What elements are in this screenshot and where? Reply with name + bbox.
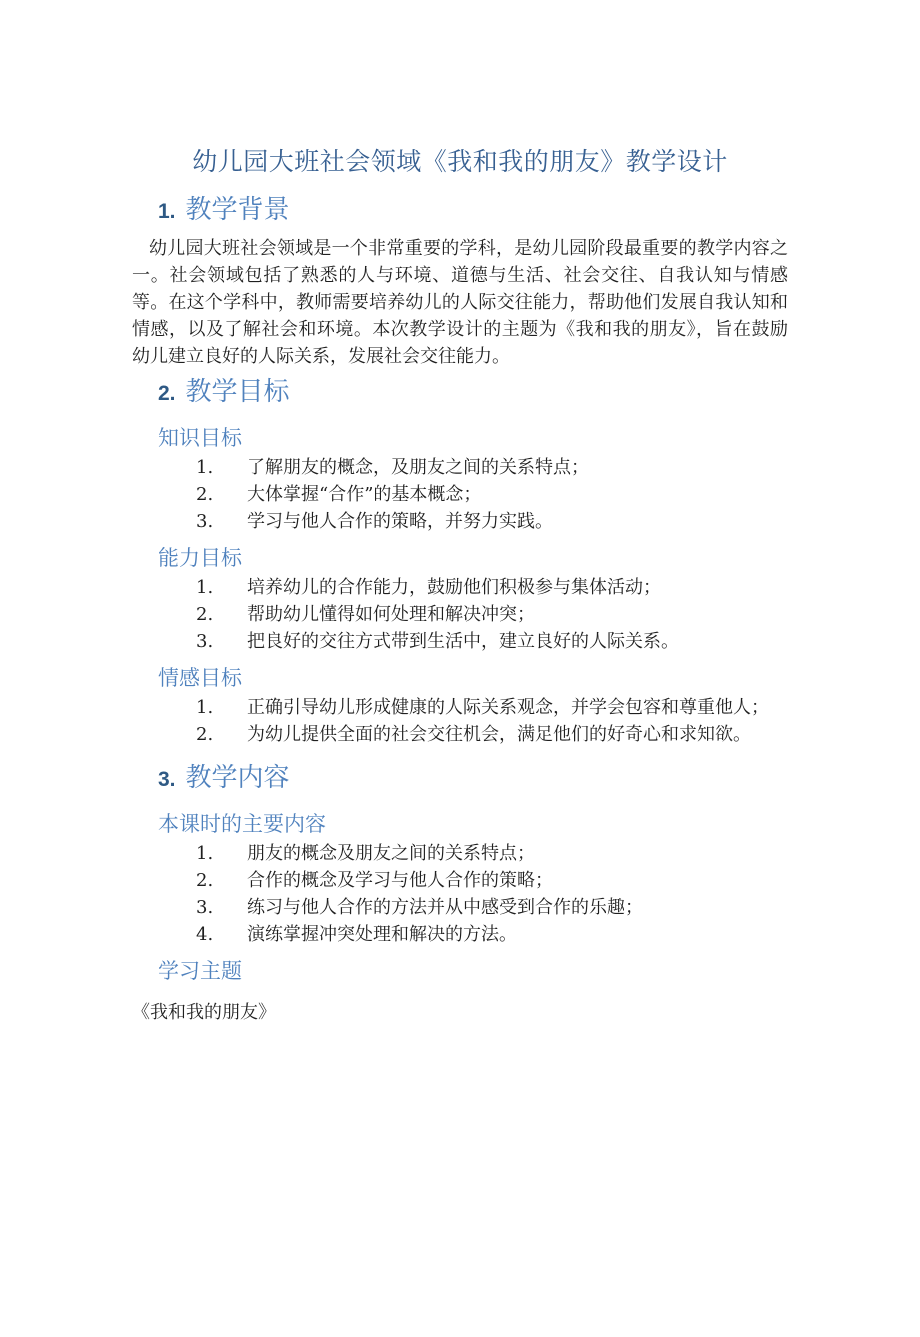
list-item-text: 帮助幼儿懂得如何处理和解决冲突； — [247, 604, 535, 625]
list-item-number: 3. — [196, 897, 214, 918]
list-item-text: 朋友的概念及朋友之间的关系特点； — [247, 843, 535, 864]
list-item — [132, 694, 788, 721]
section-heading-number: 2. — [158, 382, 176, 405]
list-item-number: 2. — [196, 870, 214, 891]
list-item-text: 演练掌握冲突处理和解决的方法。 — [247, 924, 517, 945]
list-item — [132, 481, 788, 508]
section-heading-text: 教学背景 — [185, 194, 290, 224]
list-item-text: 培养幼儿的合作能力，鼓励他们积极参与集体活动； — [247, 577, 661, 598]
list-item-text: 了解朋友的概念，及朋友之间的关系特点； — [247, 457, 589, 478]
subsection-heading-main-content: 本课时的主要内容 — [158, 813, 326, 836]
list-item-number: 2. — [196, 484, 214, 505]
list-item-text: 学习与他人合作的策略，并努力实践。 — [247, 511, 553, 532]
list-item — [132, 840, 788, 867]
list-item — [132, 454, 788, 481]
list-item — [132, 601, 788, 628]
section-heading-number: 1. — [158, 200, 176, 223]
list-item-number: 4. — [196, 924, 214, 945]
list-item — [132, 508, 788, 535]
list-item-text: 大体掌握“合作”的基本概念； — [247, 484, 482, 505]
section-heading-3 — [158, 760, 788, 797]
numbered-list-knowledge-goals — [132, 454, 788, 535]
list-item-number: 1. — [196, 843, 214, 864]
section-heading-2 — [158, 374, 788, 411]
body-paragraph: 幼儿园大班社会领域是一个非常重要的学科，是幼儿园阶段最重要的教学内容之一。社会领域包括了熟悉的人与环境、道德与生活、社会交往、自我认知与情感等。在这个学科中，教师需要培养幼儿的人际交往能力，帮助他们发展自我认知和情感，以及了解社会和环境。本次教学设计的主题为《我和我的朋友》，旨在鼓励幼儿建立良好的人际关系，发展社会交往能力。 — [132, 238, 788, 367]
list-item — [132, 867, 788, 894]
list-item-number: 1. — [196, 457, 214, 478]
document-title: 幼儿园大班社会领域《我和我的朋友》教学设计 — [192, 148, 728, 176]
list-item-number: 2. — [196, 724, 214, 745]
list-item-text: 正确引导幼儿形成健康的人际关系观念，并学会包容和尊重他人； — [247, 697, 769, 718]
numbered-list-emotion-goals — [132, 694, 788, 748]
list-item — [132, 574, 788, 601]
list-item-number: 2. — [196, 604, 214, 625]
subsection-heading-learning-topic: 学习主题 — [158, 960, 242, 983]
section-heading-number: 3. — [158, 768, 176, 791]
document-page — [0, 146, 920, 1337]
subsection-heading-emotion-goals: 情感目标 — [158, 667, 242, 690]
section-heading-1 — [158, 192, 788, 229]
numbered-list-main-content — [132, 840, 788, 948]
topic-paragraph: 《我和我的朋友》 — [132, 1002, 276, 1023]
section-heading-text: 教学内容 — [185, 762, 290, 792]
numbered-list-ability-goals — [132, 574, 788, 655]
subsection-heading-knowledge-goals: 知识目标 — [158, 427, 242, 450]
list-item-text: 练习与他人合作的方法并从中感受到合作的乐趣； — [247, 897, 643, 918]
section-heading-text: 教学目标 — [185, 376, 290, 406]
list-item-number: 1. — [196, 577, 214, 598]
list-item-number: 3. — [196, 631, 214, 652]
list-item-text: 把良好的交往方式带到生活中，建立良好的人际关系。 — [247, 631, 679, 652]
list-item-text: 为幼儿提供全面的社会交往机会，满足他们的好奇心和求知欲。 — [247, 724, 751, 745]
list-item-number: 1. — [196, 697, 214, 718]
subsection-heading-ability-goals: 能力目标 — [158, 547, 242, 570]
list-item — [132, 894, 788, 921]
list-item — [132, 721, 788, 748]
list-item-number: 3. — [196, 511, 214, 532]
list-item — [132, 921, 788, 948]
list-item-text: 合作的概念及学习与他人合作的策略； — [247, 870, 553, 891]
list-item — [132, 628, 788, 655]
